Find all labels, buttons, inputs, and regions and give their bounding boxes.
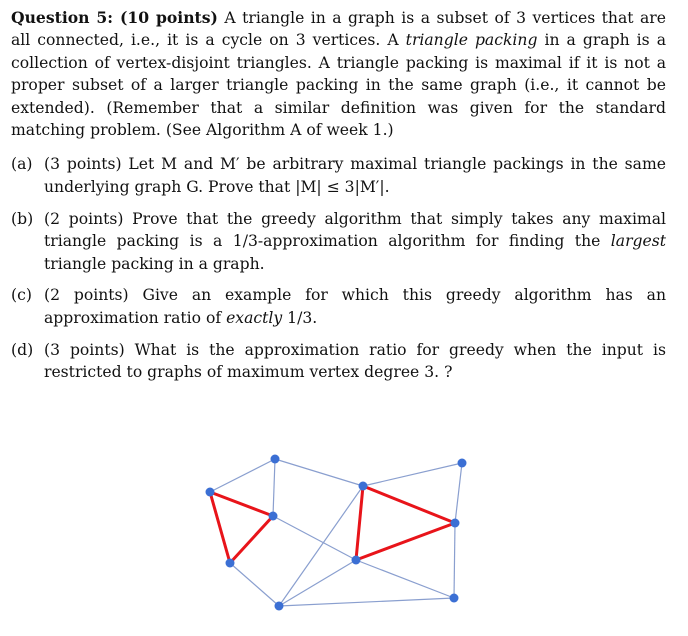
triangle-right xyxy=(356,486,455,560)
intro-text-1: A triangle in a graph is a subset of 3 vertices that are all connected, i.e., it is a cycle on 3 vertices. A xyxy=(11,9,666,50)
graph-edge xyxy=(279,486,363,606)
part-text: (3 points) What is the approximation ratio for greedy when the input is restricted to graphs of maximum vertex degree 3. ? xyxy=(44,340,666,382)
graph-vertex xyxy=(275,602,284,611)
graph-edge xyxy=(454,523,455,598)
part-b xyxy=(11,208,666,275)
graph-vertex xyxy=(352,556,361,565)
graph-vertex xyxy=(359,482,368,491)
part-c xyxy=(11,284,666,329)
part-d xyxy=(11,339,666,384)
part-a xyxy=(11,153,666,198)
graph-edge xyxy=(230,563,279,606)
graph-vertex xyxy=(271,455,280,464)
graph-edge xyxy=(455,463,462,523)
part-text: (2 points) Give an example for which this greedy algorithm has an approximation ratio of exactly 1/3. xyxy=(44,286,666,327)
graph-vertex xyxy=(450,594,459,603)
graph-edge xyxy=(363,463,462,486)
graph-edge xyxy=(273,516,356,560)
graph-edge xyxy=(273,459,275,516)
part-label: (d) xyxy=(11,340,34,359)
graph-edge xyxy=(210,459,275,492)
part-label: (c) xyxy=(11,286,32,305)
graph-vertex xyxy=(458,459,467,468)
part-label: (a) xyxy=(11,155,33,174)
part-label: (b) xyxy=(11,209,34,228)
intro-text-2: in a graph is a collection of vertex-disjoint triangles. A triangle packing is maximal if it is not a proper subset of a larger triangle packing in the same graph (i.e., it cannot be extended). (Remember that a similar definition was given for the standard matching problem. (See Algorithm A of week 1.) xyxy=(11,31,666,140)
term-triangle-packing: triangle packing xyxy=(405,31,538,50)
question-heading: Question 5: (10 points) xyxy=(11,8,218,27)
emphasis: largest xyxy=(610,232,666,251)
graph-vertices xyxy=(206,455,467,611)
graph-edge xyxy=(279,598,454,606)
graph-edge xyxy=(275,459,363,486)
graph-edge xyxy=(279,560,356,606)
graph-edge xyxy=(356,560,454,598)
graph-vertex xyxy=(226,559,235,568)
graph-edges xyxy=(210,459,462,606)
graph-vertex xyxy=(451,519,460,528)
question-document xyxy=(11,7,666,393)
part-text: (2 points) Prove that the greedy algorithm that simply takes any maximal triangle packing is a 1/3-approximation algorithm for finding the largest triangle packing in a graph. xyxy=(44,209,666,273)
part-text: (3 points) Let M and M′ be arbitrary maximal triangle packings in the same underlying graph G. Prove that |M| ≤ 3|M′|. xyxy=(44,155,666,196)
triangle-left xyxy=(210,492,273,563)
question-parts xyxy=(11,153,666,383)
emphasis: exactly xyxy=(226,308,283,327)
question-intro xyxy=(11,7,666,141)
triangle-edges xyxy=(210,486,455,563)
graph-vertex xyxy=(269,512,278,521)
graph-vertex xyxy=(206,488,215,497)
